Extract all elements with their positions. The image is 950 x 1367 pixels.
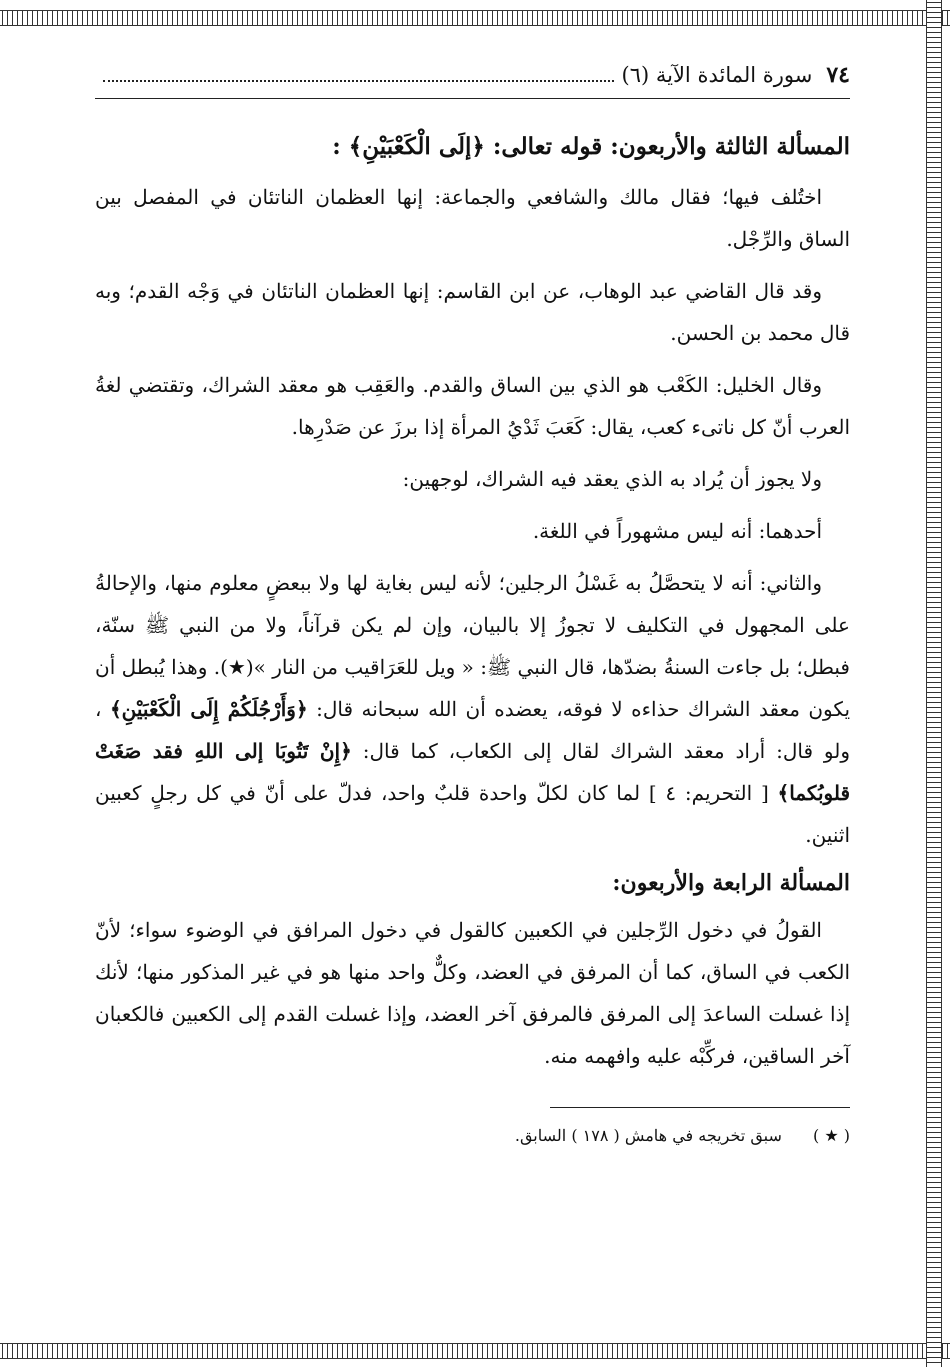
paragraph: القولُ في دخول الرِّجلين في الكعبين كالقول في دخول المرافق في الوضوء سواء؛ لأنّ الكعب في الساق، كما أن المرفق في العضد، وكلٌّ واحد منها هو في غير المذكور منها؛ لأنك إذا غسلت الساعدَ إلى المرفق فالمرفق آخر العضد، وإذا غسلت القدم إلى الكعبين فالكعبان آخر الساقين، فركِّبْه عليه وافهمه منه.	[95, 917, 850, 1068]
running-title: سورة المائدة الآية (٦)	[621, 63, 813, 87]
quran-quote: ﴿إِنْ تَتُوبَا إلى اللهِ فقد صَغَتْ قلوبُكما﴾	[95, 738, 851, 805]
page-header	[95, 62, 850, 99]
paragraph: ولا يجوز أن يُراد به الذي يعقد فيه الشراك، لوجهين:	[402, 466, 822, 491]
section-heading-44: المسألة الرابعة والأربعون:	[612, 869, 850, 896]
paragraph-second-reason	[95, 562, 850, 856]
paragraph: أحدهما: أنه ليس مشهوراً في اللغة.	[532, 518, 822, 543]
text-segment: والثاني: أنه لا يتحصَّلُ به غَسْلُ الرجلين؛ لأنه ليس بغاية لها ولا ببعضٍ معلوم منها، والإحالةُ على المجهول في التكليف لا تجوزُ إلا بالبيان، وإن لم يكن قرآناً، ولا من النبي ﷺ سنّة، فبطل؛ بل جاءت السنةُ بضدّها، قال النبي ﷺ: « ويل للعَرَاقيب من النار »(★). وهذا يُبطل أن يكون معقد الشراك حذاءه لا فوقه، يعضده أن الله سبحانه قال:	[95, 570, 851, 721]
footnote-divider	[550, 1107, 850, 1108]
heading-suffix: :	[332, 133, 341, 160]
heading-prefix: المسألة الثالثة والأربعون: قوله تعالى:	[492, 133, 850, 160]
paragraph: اختُلف فيها؛ فقال مالك والشافعي والجماعة: إنها العظمان الناتئان في المفصل بين الساق والرِّجْل.	[95, 184, 850, 251]
heading-quran-quote: ﴿إلَى الْكَعْبَيْنِ﴾	[348, 133, 485, 160]
paragraph: وقال الخليل: الكَعْب هو الذي بين الساق والقدم. والعَقِب هو معقد الشراك، وتقتضي لغةُ العرب أنّ كل ناتىء كعب، يقال: كَعَبَ ثَدْيُ المرأة إذا برزَ عن صَدْرِها.	[95, 372, 850, 439]
header-dots	[103, 80, 614, 82]
quran-quote: ﴿وَأَرْجُلَكُمْ إِلَى الْكَعْبَيْنِ﴾	[109, 696, 308, 721]
footnote-mark: ( ★ )	[813, 1125, 850, 1145]
decorative-border-right	[926, 0, 942, 1367]
paragraph: وقد قال القاضي عبد الوهاب، عن ابن القاسم: إنها العظمان الناتئان في وَجْه القدم؛ وبه قال محمد بن الحسن.	[95, 278, 850, 345]
section-heading-43	[95, 129, 850, 166]
text-segment: ، ولو قال: أراد معقد الشراك لقال إلى الكعاب، كما قال:	[95, 696, 850, 763]
text-segment: [ التحريم: ٤ ] لما كان لكلّ واحدة قلبٌ واحد، فدلّ على أنّ في كل رجلٍ كعبين اثنين.	[95, 780, 850, 847]
footnote-text: سبق تخريجه في هامش ( ١٧٨ ) السابق.	[514, 1125, 782, 1145]
footnote	[95, 1122, 850, 1151]
page-content	[95, 62, 850, 1151]
page-number: ٧٤	[826, 62, 850, 88]
decorative-border-bottom	[0, 1343, 950, 1359]
decorative-border-top	[0, 10, 950, 26]
